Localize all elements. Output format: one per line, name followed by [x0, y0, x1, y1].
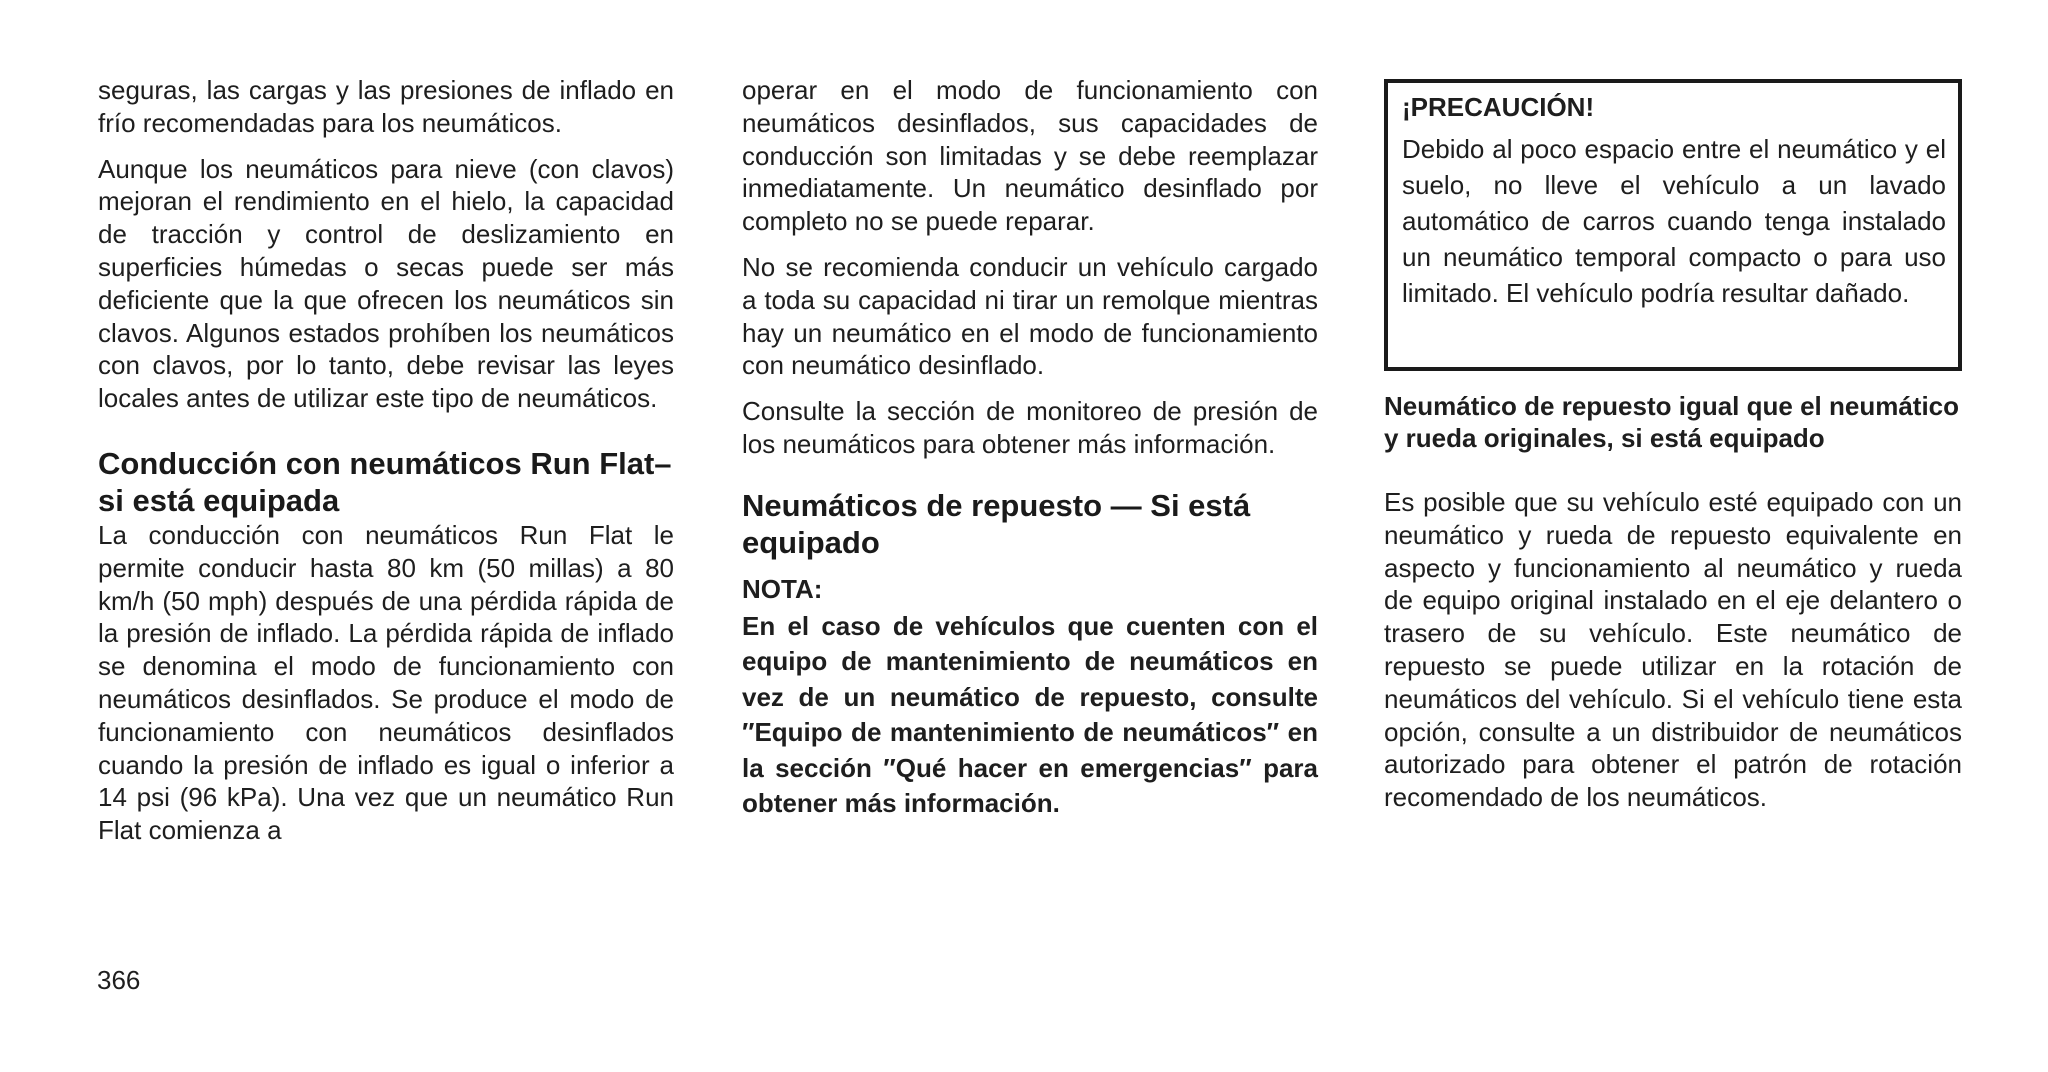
note-text: En el caso de vehículos que cuenten con el equipo de mantenimiento de neumáticos en vez de un neumático de repuesto, consulte ″Equipo de mantenimiento de neumáticos″ en la sección ″Qué hacer en emergencias″ para obtener más información. — [742, 610, 1318, 819]
subheading-matching-spare: Neumático de repuesto igual que el neumático y rueda originales, si está equipado — [1384, 391, 1960, 453]
paragraph-deflated-mode: operar en el modo de funcionamiento con neumáticos desinflados, sus capacidades de conducción son limitadas y se debe reemplazar inmediatamente. Un neumático desinflado por completo no se puede reparar. — [742, 75, 1318, 237]
caution-text: Debido al poco espacio entre el neumático y el suelo, no lleve el vehículo a un lavado automático de carros cuando tenga instalado un neumático temporal compacto o para uso limitado. El vehículo podría resultar dañado. — [1402, 134, 1946, 308]
paragraph-matching-spare: Es posible que su vehículo esté equipado con un neumático y rueda de repuesto equivalente en aspecto y funcionamiento al neumático y rueda de equipo original instalado en el eje delantero o trasero de su vehículo. Este neumático de repuesto se puede utilizar en la rotación de neumáticos del vehículo. Si el vehículo tiene esta opción, consulte a un distribuidor de neumáticos autorizado para obtener el patrón de rotación recomendado de los neumáticos. — [1384, 487, 1962, 813]
caution-box — [1384, 79, 1962, 371]
caution-title: ¡PRECAUCIÓN! — [1402, 92, 1595, 122]
paragraph-snow-tires: Aunque los neumáticos para nieve (con clavos) mejoran el rendimiento en el hielo, la capacidad de tracción y control de deslizamiento en superficies húmedas o secas puede ser más deficiente que la que ofrecen los neumáticos sin clavos. Algunos estados prohíben los neumáticos con clavos, por lo tanto, debe revisar las leyes locales antes de utilizar este tipo de neumáticos. — [98, 153, 674, 414]
heading-spare-tires: Neumáticos de repuesto — Si está equipado — [742, 487, 1251, 560]
paragraph-loaded-vehicle: No se recomienda conducir un vehículo cargado a toda su capacidad ni tirar un remolque mientras hay un neumático en el modo de funcionamiento con neumático desinflado. — [742, 251, 1318, 381]
column-middle — [742, 74, 1318, 822]
column-left — [98, 74, 674, 847]
paragraph-run-flat: La conducción con neumáticos Run Flat le permite conducir hasta 80 km (50 millas) a 80 km/h (50 mph) después de una pérdida rápida de la presión de inflado. La pérdida rápida de inflado se denomina el modo de funcionamiento con neumáticos desinflados. Se produce el modo de funcionamiento con neumáticos desinflados cuando la presión de inflado es igual o inferior a 14 psi (96 kPa). Una vez que un neumático Run Flat comienza a — [98, 519, 674, 846]
page-number: 366 — [97, 965, 141, 995]
paragraph-pressure-monitoring: Consulte la sección de monitoreo de presión de los neumáticos para obtener más información. — [742, 396, 1318, 459]
paragraph-inflation: seguras, las cargas y las presiones de inflado en frío recomendadas para los neumáticos. — [98, 75, 674, 138]
heading-run-flat: Conducción con neumáticos Run Flat– si está equipada — [98, 445, 672, 518]
note-label: NOTA: — [742, 573, 823, 604]
